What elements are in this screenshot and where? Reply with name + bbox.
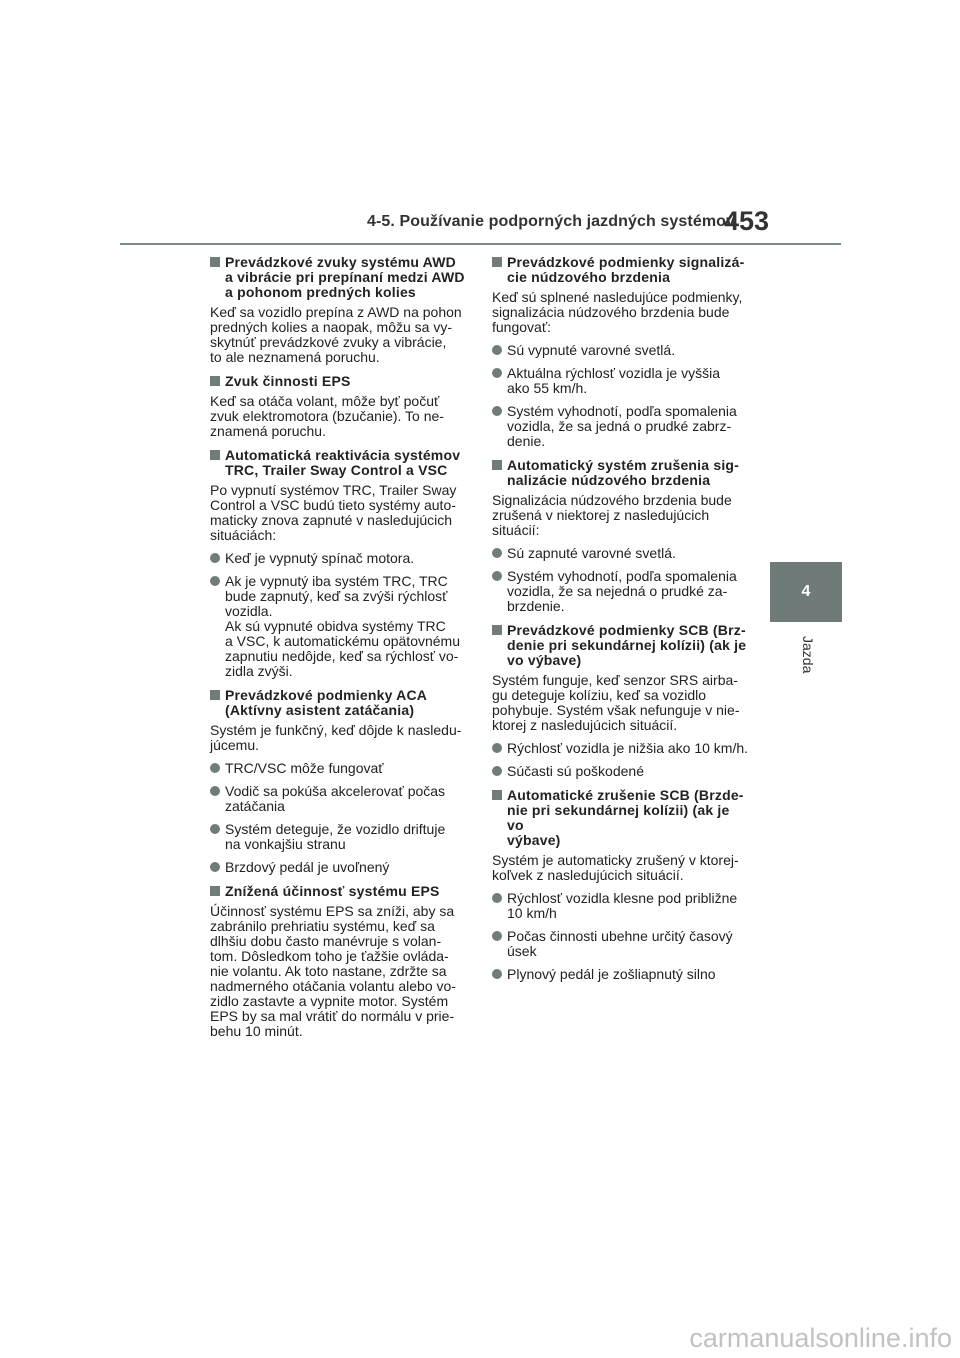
list-item xyxy=(210,822,465,852)
bullet-text: Sú zapnuté varovné svetlá. xyxy=(507,545,676,561)
para-text: Systém je automaticky zrušený v ktorej- koľvek z nasledujúcich situácií. xyxy=(492,852,739,883)
section-heading xyxy=(210,374,465,389)
circle-bullet-icon xyxy=(492,743,502,753)
list-item xyxy=(492,343,750,358)
circle-bullet-icon xyxy=(210,553,220,563)
list-item xyxy=(210,574,465,679)
square-bullet-icon xyxy=(492,790,502,800)
bullet-text: Vodič sa pokúša akcelerovať počas zatáčania xyxy=(225,783,446,814)
circle-bullet-icon xyxy=(492,571,502,581)
body-paragraph xyxy=(210,904,465,1039)
circle-bullet-icon xyxy=(492,931,502,941)
left-column xyxy=(210,251,465,1044)
chapter-label xyxy=(796,636,816,696)
header-divider xyxy=(120,243,841,245)
heading-text: Prevádzkové zvuky systému AWD a vibrácie pri prepínaní medzi AWD a pohonom predných kolies xyxy=(225,254,465,300)
body-paragraph xyxy=(492,290,750,335)
list-item xyxy=(492,546,750,561)
watermark: carmanualsonline.info xyxy=(689,1323,952,1353)
list-item xyxy=(210,761,465,776)
bullet-text: Rýchlosť vozidla klesne pod približne 10 km/h xyxy=(507,890,738,921)
heading-text: Prevádzkové podmienky SCB (Brz- denie pri sekundárnej kolízii) (ak je vo výbave) xyxy=(507,622,747,668)
para-text: Signalizácia núdzového brzdenia bude zrušená v niektorej z nasledujúcich situácií: xyxy=(492,492,732,538)
para-text: Keď sa vozidlo prepína z AWD na pohon predných kolies a naopak, môžu sa vy- skytnúť prevádzkové zvuky a vibrácie, to ale neznamená poruchu. xyxy=(210,304,462,365)
body-paragraph xyxy=(210,483,465,543)
bullet-text: Plynový pedál je zošliapnutý silno xyxy=(507,966,716,982)
circle-bullet-icon xyxy=(492,345,502,355)
square-bullet-icon xyxy=(492,257,502,267)
para-text: Účinnosť systému EPS sa zníži, aby sa zabránilo prehriatiu systému, keď sa dlhšiu dobu často manévruje s volan- tom. Dôsledkom toho je ťažšie ovláda- nie volantu. Ak toto nastane, zdržte sa nadmerného otáčania volantu alebo vo- zidlo zastavte a vypnite motor. Systém EPS by sa mal vrátiť do normálu v prie- behu 10 minút. xyxy=(210,903,456,1039)
square-bullet-icon xyxy=(492,625,502,635)
bullet-text: Systém vyhodnotí, podľa spomalenia vozidla, že sa nejedná o prudké za- brzdenie. xyxy=(507,568,737,614)
section-heading xyxy=(492,788,750,848)
body-paragraph xyxy=(492,853,750,883)
section-heading xyxy=(210,688,465,718)
list-item xyxy=(492,569,750,614)
list-item xyxy=(210,784,465,814)
body-paragraph xyxy=(492,673,750,733)
circle-bullet-icon xyxy=(210,786,220,796)
list-item xyxy=(492,404,750,449)
heading-text: Prevádzkové podmienky ACA (Aktívny asistent zatáčania) xyxy=(225,687,428,718)
list-item xyxy=(492,741,750,756)
bullet-text: Aktuálna rýchlosť vozidla je vyššia ako 55 km/h. xyxy=(507,365,721,396)
circle-bullet-icon xyxy=(210,763,220,773)
bullet-text: Keď je vypnutý spínač motora. xyxy=(225,550,415,566)
section-heading xyxy=(492,458,750,488)
bullet-text: Brzdový pedál je uvoľnený xyxy=(225,859,390,875)
para-text: Po vypnutí systémov TRC, Trailer Sway Control a VSC budú tieto systémy auto- maticky znova zapnuté v nasledujúcich situáciách: xyxy=(210,482,457,543)
circle-bullet-icon xyxy=(492,406,502,416)
list-item xyxy=(210,860,465,875)
heading-text: Znížená účinnosť systému EPS xyxy=(225,883,440,899)
section-heading xyxy=(492,255,750,285)
square-bullet-icon xyxy=(210,450,220,460)
heading-text: Automatická reaktivácia systémov TRC, Trailer Sway Control a VSC xyxy=(225,447,461,478)
circle-bullet-icon xyxy=(210,862,220,872)
square-bullet-icon xyxy=(210,257,220,267)
square-bullet-icon xyxy=(492,460,502,470)
body-paragraph xyxy=(492,493,750,538)
bullet-text: TRC/VSC môže fungovať xyxy=(225,760,384,776)
body-paragraph xyxy=(210,723,465,753)
list-item xyxy=(492,366,750,396)
body-paragraph xyxy=(210,394,465,439)
list-item xyxy=(492,929,750,959)
heading-text: Automatický systém zrušenia sig- nalizácie núdzového brzdenia xyxy=(507,457,740,488)
list-item xyxy=(492,967,750,982)
page-number: 453 xyxy=(724,206,770,236)
bullet-text: Počas činnosti ubehne určitý časový úsek xyxy=(507,928,733,959)
chapter-number: 4 xyxy=(801,583,811,600)
heading-text: Automatické zrušenie SCB (Brzde- nie pri sekundárnej kolízii) (ak je vo výbave) xyxy=(507,787,744,848)
bullet-text: Systém deteguje, že vozidlo driftuje na vonkajšiu stranu xyxy=(225,821,446,852)
right-column xyxy=(492,251,750,987)
square-bullet-icon xyxy=(210,886,220,896)
section-title: 4-5. Používanie podporných jazdných systémov xyxy=(367,213,736,230)
square-bullet-icon xyxy=(210,690,220,700)
body-paragraph xyxy=(210,305,465,365)
circle-bullet-icon xyxy=(492,368,502,378)
circle-bullet-icon xyxy=(210,576,220,586)
para-text: Keď sa otáča volant, môže byť počuť zvuk elektromotora (bzučanie). To ne- znamená poruchu. xyxy=(210,393,444,439)
bullet-text: Súčasti sú poškodené xyxy=(507,763,644,779)
circle-bullet-icon xyxy=(492,766,502,776)
para-text: Systém je funkčný, keď dôjde k nasledu- júcemu. xyxy=(210,722,462,753)
chapter-label-text: Jazda xyxy=(800,636,816,674)
list-item xyxy=(210,551,465,566)
section-heading xyxy=(210,255,465,300)
section-heading xyxy=(210,884,465,899)
section-heading xyxy=(210,448,465,478)
heading-text: Prevádzkové podmienky signalizá- cie núdzového brzdenia xyxy=(507,254,745,285)
circle-bullet-icon xyxy=(492,969,502,979)
list-item xyxy=(492,764,750,779)
square-bullet-icon xyxy=(210,376,220,386)
section-heading xyxy=(492,623,750,668)
list-item xyxy=(492,891,750,921)
bullet-text: Sú vypnuté varovné svetlá. xyxy=(507,342,676,358)
heading-text: Zvuk činnosti EPS xyxy=(225,373,351,389)
bullet-text: Ak je vypnutý iba systém TRC, TRC bude zapnutý, keď sa zvýši rýchlosť vozidla. Ak sú vypnuté obidva systémy TRC a VSC, k automatickému opätovnému zapnutiu nedôjde, keď sa rýchlosť vo- zidla zvýši. xyxy=(225,573,461,679)
circle-bullet-icon xyxy=(210,824,220,834)
bullet-text: Systém vyhodnotí, podľa spomalenia vozidla, že sa jedná o prudké zabrz- denie. xyxy=(507,403,737,449)
para-text: Systém funguje, keď senzor SRS airba- gu deteguje kolíziu, keď sa vozidlo pohybuje. Systém však nefunguje v nie- ktorej z nasledujúcich situácií. xyxy=(492,672,740,733)
circle-bullet-icon xyxy=(492,893,502,903)
chapter-tab[interactable] xyxy=(770,562,842,622)
para-text: Keď sú splnené nasledujúce podmienky, signalizácia núdzového brzdenia bude fungovať: xyxy=(492,289,743,335)
circle-bullet-icon xyxy=(492,548,502,558)
bullet-text: Rýchlosť vozidla je nižšia ako 10 km/h. xyxy=(507,740,749,756)
